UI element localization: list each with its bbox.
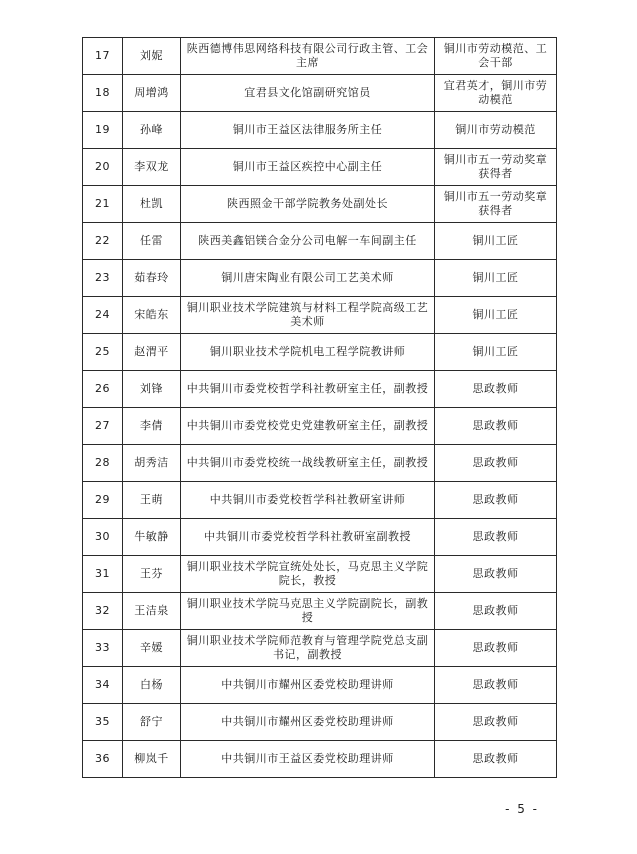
work-unit-title: 中共铜川市委党校党史党建教研室主任，副教授: [181, 408, 435, 445]
person-name: 柳岚千: [123, 741, 181, 778]
honor-category: 铜川工匠: [435, 260, 557, 297]
honor-category: 思政教师: [435, 593, 557, 630]
table-row: [83, 741, 557, 778]
row-number: 18: [83, 75, 123, 112]
row-number: 23: [83, 260, 123, 297]
honor-category: 思政教师: [435, 704, 557, 741]
table-row: [83, 593, 557, 630]
table-row: [83, 297, 557, 334]
work-unit-title: 中共铜川市王益区委党校助理讲师: [181, 741, 435, 778]
roster-table-body: [83, 38, 557, 778]
table-row: [83, 223, 557, 260]
row-number: 26: [83, 371, 123, 408]
page-number: - 5 -: [505, 802, 539, 816]
table-row: [83, 260, 557, 297]
row-number: 28: [83, 445, 123, 482]
roster-table: [82, 37, 557, 778]
work-unit-title: 铜川职业技术学院马克思主义学院副院长，副教授: [181, 593, 435, 630]
person-name: 胡秀洁: [123, 445, 181, 482]
person-name: 辛媛: [123, 630, 181, 667]
work-unit-title: 宜君县文化馆副研究馆员: [181, 75, 435, 112]
work-unit-title: 铜川唐宋陶业有限公司工艺美术师: [181, 260, 435, 297]
work-unit-title: 中共铜川市委党校哲学科社教研室讲师: [181, 482, 435, 519]
honor-category: 思政教师: [435, 445, 557, 482]
table-row: [83, 75, 557, 112]
person-name: 孙峰: [123, 112, 181, 149]
person-name: 任雷: [123, 223, 181, 260]
person-name: 周增鸿: [123, 75, 181, 112]
work-unit-title: 铜川职业技术学院师范教育与管理学院党总支副书记，副教授: [181, 630, 435, 667]
table-row: [83, 408, 557, 445]
row-number: 25: [83, 334, 123, 371]
row-number: 36: [83, 741, 123, 778]
honor-category: 铜川市劳动模范: [435, 112, 557, 149]
work-unit-title: 铜川职业技术学院机电工程学院教讲师: [181, 334, 435, 371]
table-row: [83, 334, 557, 371]
person-name: 刘锋: [123, 371, 181, 408]
person-name: 王洁泉: [123, 593, 181, 630]
table-row: [83, 445, 557, 482]
honor-category: 思政教师: [435, 741, 557, 778]
row-number: 33: [83, 630, 123, 667]
person-name: 赵渭平: [123, 334, 181, 371]
table-row: [83, 38, 557, 75]
work-unit-title: 铜川市王益区疾控中心副主任: [181, 149, 435, 186]
table-row: [83, 482, 557, 519]
table-row: [83, 149, 557, 186]
honor-category: 铜川市五一劳动奖章获得者: [435, 186, 557, 223]
work-unit-title: 陕西美鑫铝镁合金分公司电解一车间副主任: [181, 223, 435, 260]
person-name: 刘妮: [123, 38, 181, 75]
work-unit-title: 中共铜川市耀州区委党校助理讲师: [181, 667, 435, 704]
honor-category: 思政教师: [435, 667, 557, 704]
row-number: 32: [83, 593, 123, 630]
person-name: 茹春玲: [123, 260, 181, 297]
honor-category: 思政教师: [435, 408, 557, 445]
table-row: [83, 630, 557, 667]
person-name: 舒宁: [123, 704, 181, 741]
honor-category: 铜川工匠: [435, 297, 557, 334]
honor-category: 铜川工匠: [435, 223, 557, 260]
row-number: 21: [83, 186, 123, 223]
work-unit-title: 铜川市王益区法律服务所主任: [181, 112, 435, 149]
honor-category: 思政教师: [435, 519, 557, 556]
row-number: 31: [83, 556, 123, 593]
person-name: 王萌: [123, 482, 181, 519]
row-number: 19: [83, 112, 123, 149]
work-unit-title: 陕西德博伟思网络科技有限公司行政主管、工会主席: [181, 38, 435, 75]
person-name: 宋皓东: [123, 297, 181, 334]
row-number: 29: [83, 482, 123, 519]
person-name: 王芬: [123, 556, 181, 593]
table-row: [83, 186, 557, 223]
honor-category: 铜川工匠: [435, 334, 557, 371]
work-unit-title: 中共铜川市委党校统一战线教研室主任，副教授: [181, 445, 435, 482]
honor-category: 思政教师: [435, 630, 557, 667]
work-unit-title: 陕西照金干部学院教务处副处长: [181, 186, 435, 223]
row-number: 24: [83, 297, 123, 334]
row-number: 34: [83, 667, 123, 704]
table-row: [83, 667, 557, 704]
work-unit-title: 中共铜川市耀州区委党校助理讲师: [181, 704, 435, 741]
work-unit-title: 铜川职业技术学院宣统处处长，马克思主义学院院长，教授: [181, 556, 435, 593]
row-number: 22: [83, 223, 123, 260]
honor-category: 思政教师: [435, 482, 557, 519]
row-number: 27: [83, 408, 123, 445]
table-row: [83, 519, 557, 556]
row-number: 17: [83, 38, 123, 75]
table-row: [83, 371, 557, 408]
honor-category: 思政教师: [435, 371, 557, 408]
honor-category: 铜川市五一劳动奖章获得者: [435, 149, 557, 186]
work-unit-title: 中共铜川市委党校哲学科社教研室主任，副教授: [181, 371, 435, 408]
row-number: 35: [83, 704, 123, 741]
work-unit-title: 铜川职业技术学院建筑与材料工程学院高级工艺美术师: [181, 297, 435, 334]
table-row: [83, 112, 557, 149]
table-row: [83, 704, 557, 741]
honor-category: 铜川市劳动模范、工会干部: [435, 38, 557, 75]
work-unit-title: 中共铜川市委党校哲学科社教研室副教授: [181, 519, 435, 556]
person-name: 牛敏静: [123, 519, 181, 556]
person-name: 李双龙: [123, 149, 181, 186]
table-row: [83, 556, 557, 593]
honor-category: 思政教师: [435, 556, 557, 593]
row-number: 30: [83, 519, 123, 556]
person-name: 李倩: [123, 408, 181, 445]
person-name: 杜凯: [123, 186, 181, 223]
row-number: 20: [83, 149, 123, 186]
honor-category: 宜君英才，铜川市劳动模范: [435, 75, 557, 112]
person-name: 白杨: [123, 667, 181, 704]
